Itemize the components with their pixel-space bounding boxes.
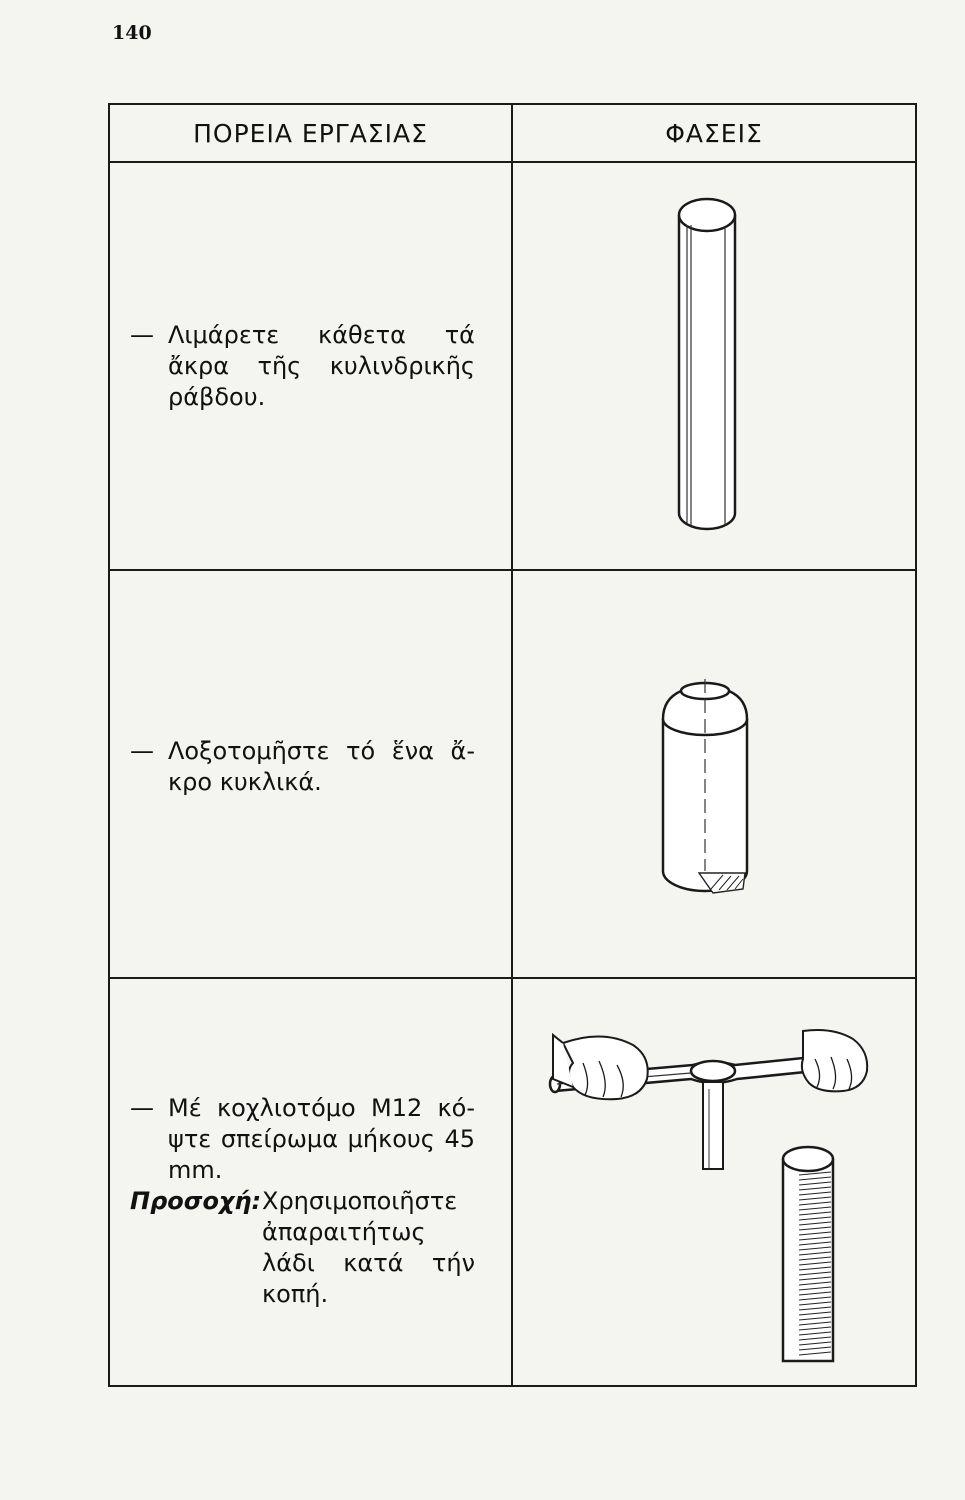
figure-cell xyxy=(512,570,916,978)
procedure-cell xyxy=(109,570,512,978)
die-threading-icon xyxy=(513,979,917,1385)
step-text: Λιμάρετε κάθετα τά ἄκρα τῆς κυλινδρικῆς ράβδου. xyxy=(168,321,475,411)
step-bullet: — xyxy=(130,737,154,765)
table-row xyxy=(109,570,916,978)
step-text: Λοξοτομῆστε τό ἕνα ἄ- κρο κυκλικά. xyxy=(168,737,475,796)
cylinder-rod-icon xyxy=(513,163,917,569)
caution-label: Προσοχή: xyxy=(130,1187,262,1215)
chamfered-rod-icon xyxy=(513,571,917,977)
caution-note xyxy=(130,1186,475,1310)
figure-cell xyxy=(512,978,916,1386)
table-header-row xyxy=(109,104,916,162)
step-text: Μέ κοχλιοτόμο Μ12 κό- ψτε σπείρωμα μήκους 45 mm. xyxy=(168,1094,475,1184)
procedure-table xyxy=(108,103,917,1387)
header-phases: ΦΑΣΕΙΣ xyxy=(512,104,916,162)
procedure-cell xyxy=(109,978,512,1386)
procedure-cell xyxy=(109,162,512,570)
caution-text: Χρησιμοποιῆστε ἀπαραιτήτως λάδι κατά τήν κοπή. xyxy=(262,1187,475,1308)
step-bullet: — xyxy=(130,1094,154,1122)
step-bullet: — xyxy=(130,321,154,349)
table-row xyxy=(109,978,916,1386)
table-row xyxy=(109,162,916,570)
header-procedure: ΠΟΡΕΙΑ ΕΡΓΑΣΙΑΣ xyxy=(109,104,512,162)
figure-cell xyxy=(512,162,916,570)
page-number: 140 xyxy=(112,22,152,44)
